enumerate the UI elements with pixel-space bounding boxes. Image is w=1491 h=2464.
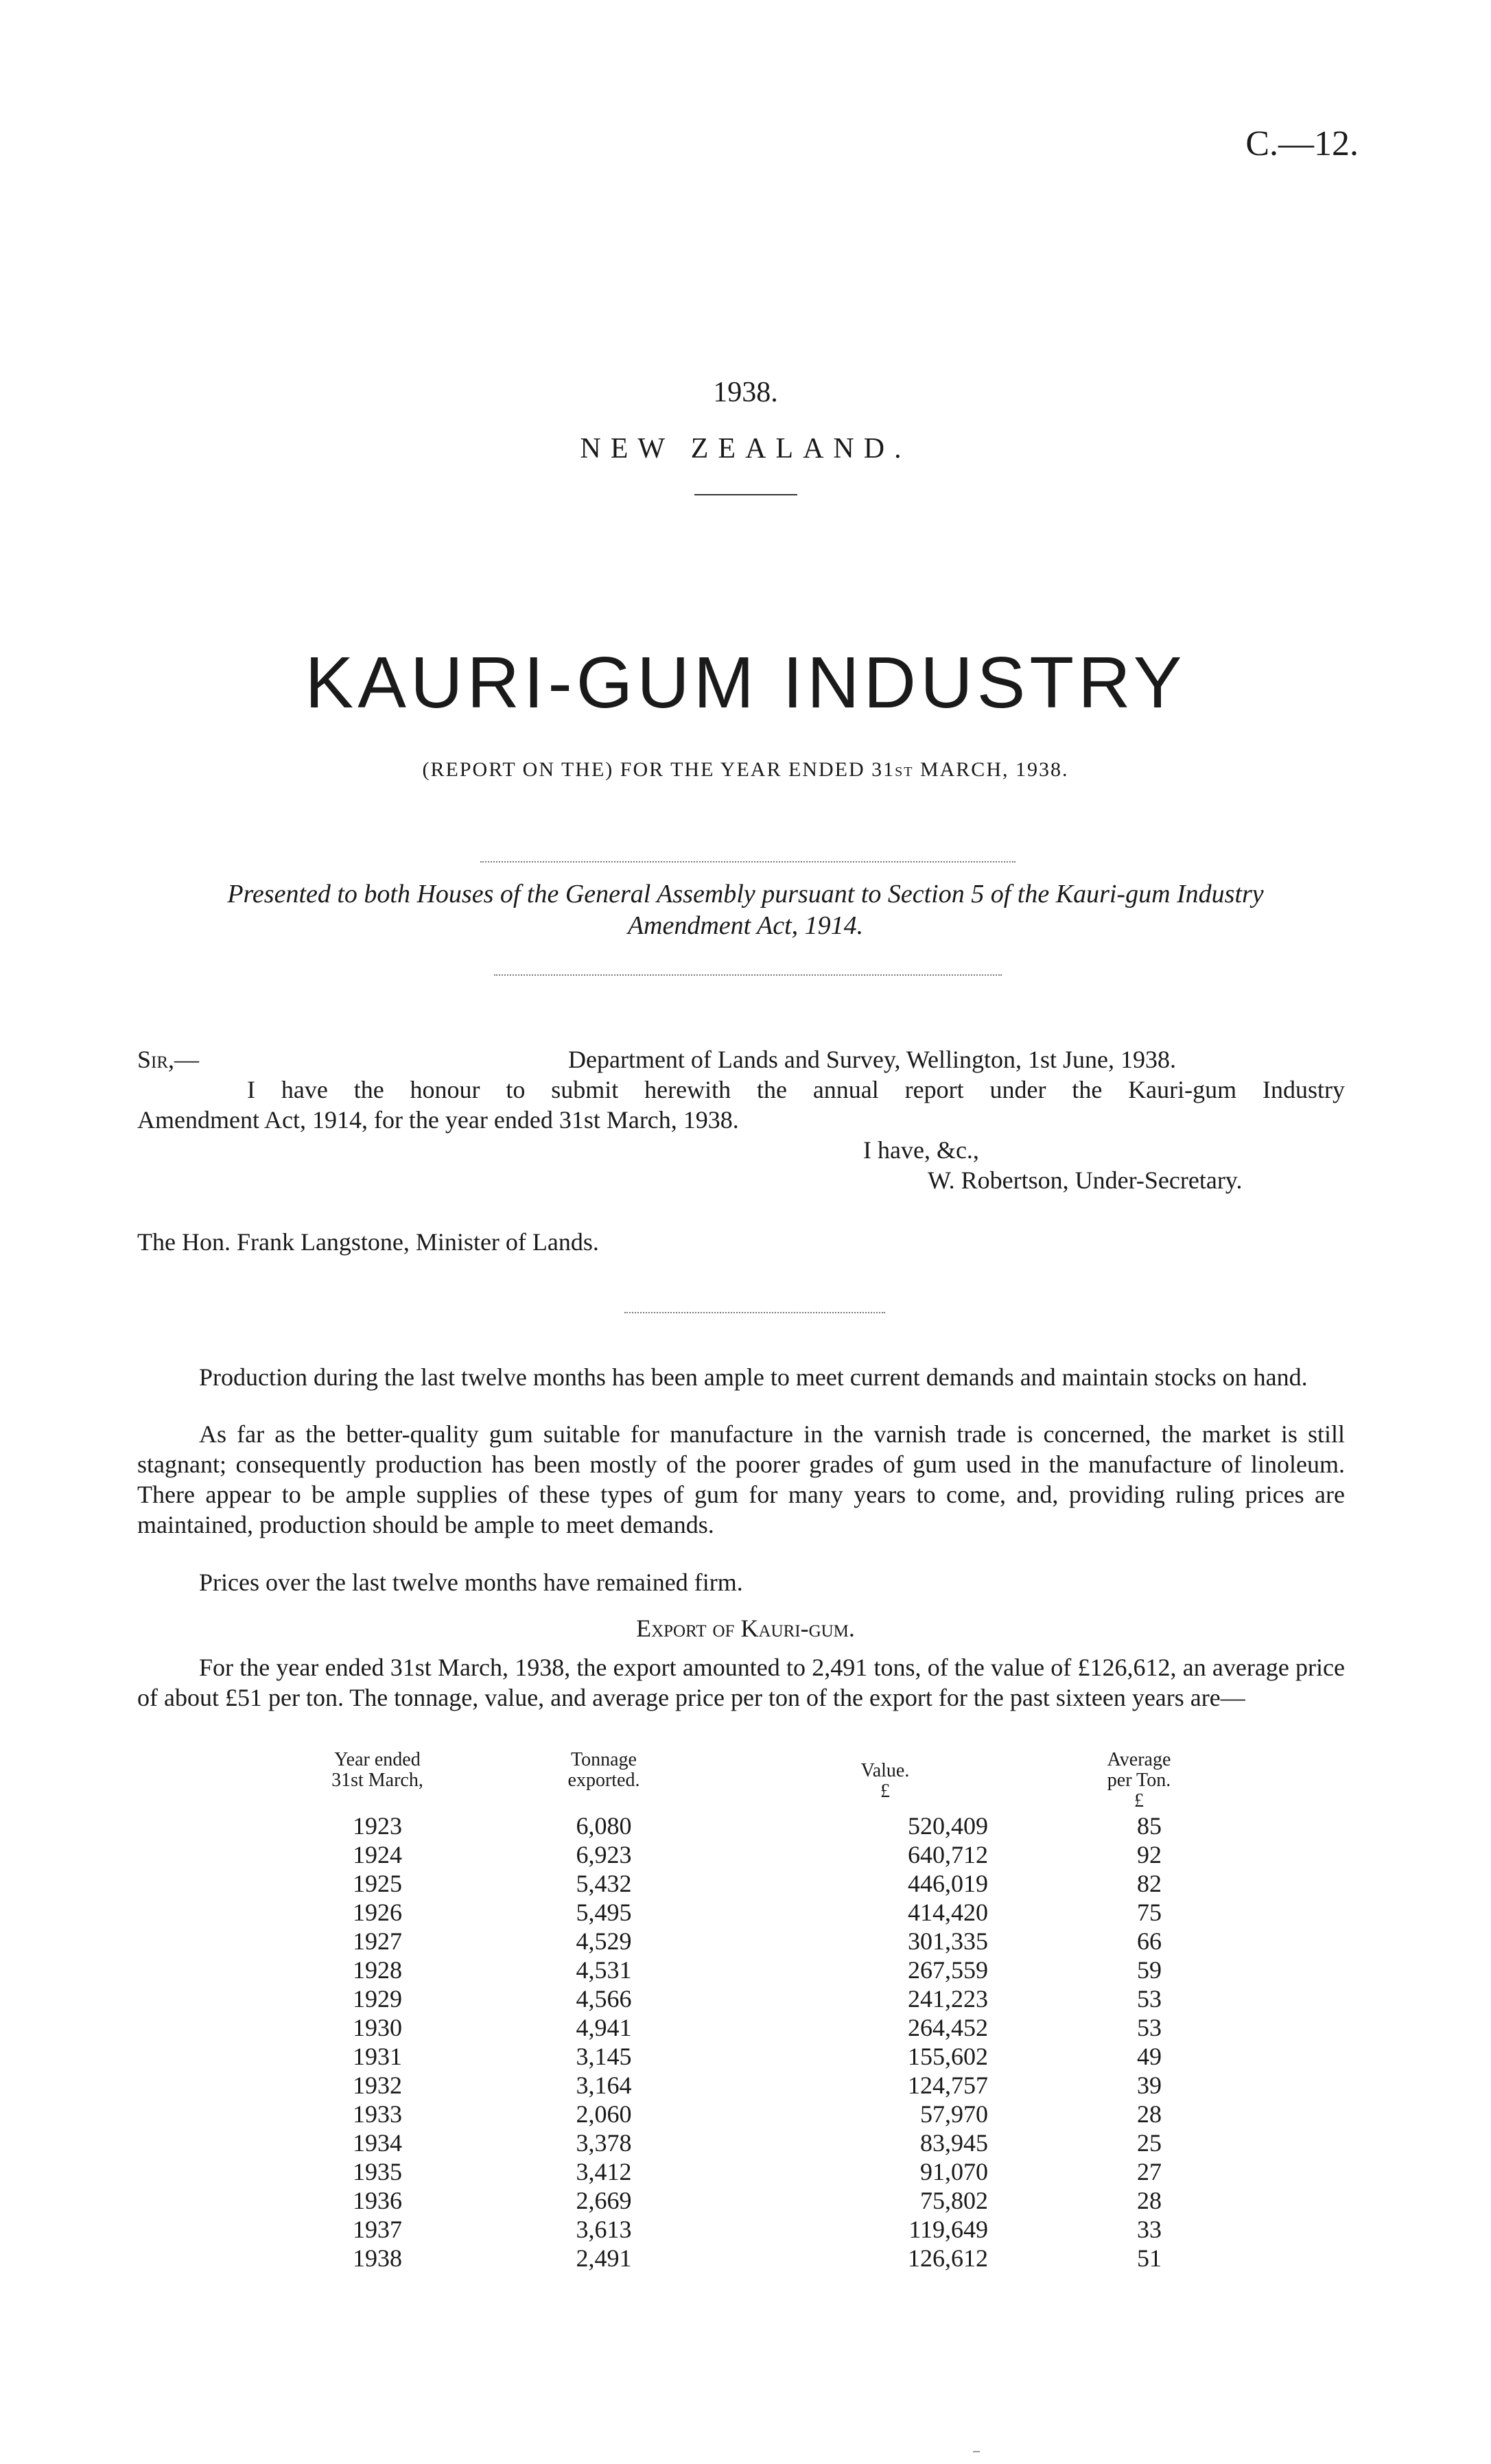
- cell-value: 119,649: [908, 2216, 988, 2243]
- table-row: [274, 1811, 1311, 1840]
- cell-tonnage: 6,923: [576, 1841, 632, 1868]
- cell-year: 1927: [353, 1927, 402, 1955]
- cell-value: 57,970: [920, 2100, 988, 2128]
- table-row: [274, 1984, 1311, 2013]
- cell-average: 39: [1137, 2072, 1162, 2099]
- cell-year: 1929: [353, 1985, 402, 2013]
- cell-tonnage: 3,164: [576, 2072, 632, 2099]
- letter-body-line-1: I have the honour to submit herewith the annual report under the Kauri-gum Industry: [247, 1076, 1345, 1103]
- table-row: [274, 1898, 1311, 1927]
- cell-tonnage: 4,529: [576, 1927, 632, 1955]
- cell-average: 75: [1137, 1899, 1162, 1926]
- header-divider: [694, 494, 797, 495]
- table-row: [274, 2215, 1311, 2244]
- cell-average: 53: [1137, 2014, 1162, 2041]
- table-row: [274, 2244, 1311, 2273]
- export-table: [274, 1811, 1311, 2273]
- cell-value: 414,420: [908, 1899, 988, 1926]
- table-row: [274, 2071, 1311, 2100]
- cell-value: 75,802: [920, 2187, 988, 2214]
- export-table-body: [274, 1811, 1311, 2273]
- table-row: [274, 2042, 1311, 2071]
- cell-average: 49: [1137, 2043, 1162, 2070]
- page-mark: [973, 2451, 980, 2452]
- cell-value: 446,019: [908, 1870, 988, 1897]
- cell-average: 82: [1137, 1870, 1162, 1897]
- cell-average: 33: [1137, 2216, 1162, 2243]
- title-divider: [480, 861, 1015, 863]
- cell-year: 1931: [353, 2043, 402, 2070]
- cell-tonnage: 3,145: [576, 2043, 632, 2070]
- country-heading: NEW ZEALAND.: [580, 433, 911, 465]
- cell-year: 1926: [353, 1899, 402, 1926]
- cell-tonnage: 3,412: [576, 2158, 632, 2185]
- value-unit: £: [880, 1781, 890, 1802]
- cell-average: 51: [1137, 2244, 1162, 2272]
- cell-value: 83,945: [920, 2129, 988, 2157]
- report-paragraph-3: Prices over the last twelve months have remained firm.: [199, 1569, 743, 1596]
- cell-tonnage: 5,432: [576, 1870, 632, 1897]
- average-unit: £: [1134, 1790, 1144, 1811]
- table-row: [274, 1840, 1311, 1869]
- cell-average: 28: [1137, 2187, 1162, 2214]
- cell-year: 1937: [353, 2216, 402, 2243]
- cell-tonnage: 6,080: [576, 1812, 632, 1840]
- cell-tonnage: 3,378: [576, 2129, 632, 2157]
- cell-tonnage: 2,669: [576, 2187, 632, 2214]
- column-header-year: Year ended 31st March,: [331, 1749, 423, 1791]
- cell-year: 1933: [353, 2100, 402, 2128]
- cell-year: 1934: [353, 2129, 402, 2157]
- cell-tonnage: 3,613: [576, 2216, 632, 2243]
- cell-average: 92: [1137, 1841, 1162, 1868]
- document-subtitle: (REPORT ON THE) FOR THE YEAR ENDED 31ST MARCH, 1938.: [422, 758, 1069, 781]
- letter-signature: W. Robertson, Under-Secretary.: [928, 1166, 1243, 1194]
- table-row: [274, 1927, 1311, 1956]
- column-header-average: Average per Ton. £: [1036, 1750, 1242, 1811]
- cell-average: 66: [1137, 1927, 1162, 1955]
- cell-tonnage: 4,941: [576, 2014, 632, 2041]
- table-row: [274, 1956, 1311, 1984]
- cell-year: 1924: [353, 1841, 402, 1868]
- cell-average: 25: [1137, 2129, 1162, 2157]
- cell-tonnage: 2,060: [576, 2100, 632, 2128]
- cell-year: 1936: [353, 2187, 402, 2214]
- cell-tonnage: 5,495: [576, 1899, 632, 1926]
- letter-salutation: Sir,—: [137, 1046, 200, 1073]
- document-title: KAURI-GUM INDUSTRY: [305, 642, 1186, 723]
- cell-value: 264,452: [908, 2014, 988, 2041]
- cell-average: 59: [1137, 1956, 1162, 1984]
- letter-divider: [624, 1312, 885, 1313]
- document-reference: C.—12.: [1245, 124, 1359, 163]
- cell-average: 85: [1137, 1812, 1162, 1840]
- cell-tonnage: 4,566: [576, 1985, 632, 2013]
- cell-year: 1935: [353, 2158, 402, 2185]
- report-paragraph-2: As far as the better-quality gum suitable for manufacture in the varnish trade is concerned, the market is still stagnant; consequently production has been mostly of the poorer grades of gum used in the manufacture of linoleum. There appear to be ample supplies of these types of gum for many years to come, and, providing ruling prices are maintained, production should be ample to meet demands.: [137, 1420, 1345, 1538]
- column-header-value: Value. £: [782, 1761, 988, 1802]
- presentation-statement: Presented to both Houses of the General Assembly pursuant to Section 5 of the Kauri-gum Industry Amendment Act, 1914.: [227, 880, 1264, 940]
- cell-value: 640,712: [908, 1841, 988, 1868]
- cell-tonnage: 2,491: [576, 2244, 632, 2272]
- cell-value: 301,335: [908, 1927, 988, 1955]
- cell-year: 1923: [353, 1812, 402, 1840]
- cell-year: 1938: [353, 2244, 402, 2272]
- cell-year: 1930: [353, 2014, 402, 2041]
- cell-year: 1932: [353, 2072, 402, 2099]
- cell-year: 1928: [353, 1956, 402, 1984]
- table-row: [274, 2100, 1311, 2128]
- cell-average: 28: [1137, 2100, 1162, 2128]
- table-row: [274, 2157, 1311, 2186]
- cell-value: 126,612: [908, 2244, 988, 2272]
- export-heading: Export of Kauri-gum.: [636, 1615, 855, 1642]
- column-header-tonnage: Tonnage exported.: [567, 1749, 640, 1791]
- cell-value: 520,409: [908, 1812, 988, 1840]
- cell-value: 155,602: [908, 2043, 988, 2070]
- publication-year: 1938.: [713, 377, 778, 408]
- report-paragraph-1: Production during the last twelve months has been ample to meet current demands and maintain stocks on hand.: [199, 1363, 1308, 1391]
- table-row: [274, 2128, 1311, 2157]
- cell-value: 91,070: [920, 2158, 988, 2185]
- cell-year: 1925: [353, 1870, 402, 1897]
- letter-recipient: The Hon. Frank Langstone, Minister of Lands.: [137, 1228, 599, 1256]
- cell-value: 267,559: [908, 1956, 988, 1984]
- cell-tonnage: 4,531: [576, 1956, 632, 1984]
- table-row: [274, 2013, 1311, 2042]
- letter-address: Department of Lands and Survey, Wellington, 1st June, 1938.: [568, 1046, 1176, 1073]
- export-intro: For the year ended 31st March, 1938, the export amounted to 2,491 tons, of the value of £126,612, an average price of about £51 per ton. The tonnage, value, and average price per ton of the export for the past sixteen years are—: [137, 1654, 1345, 1711]
- cell-average: 53: [1137, 1985, 1162, 2013]
- letter-body-line-2: Amendment Act, 1914, for the year ended 31st March, 1938.: [137, 1106, 739, 1134]
- cell-average: 27: [1137, 2158, 1162, 2185]
- table-row: [274, 1869, 1311, 1898]
- cell-value: 124,757: [908, 2072, 988, 2099]
- cell-value: 241,223: [908, 1985, 988, 2013]
- presentation-divider: [494, 974, 1002, 976]
- table-row: [274, 2186, 1311, 2215]
- letter-closing: I have, &c.,: [863, 1136, 979, 1164]
